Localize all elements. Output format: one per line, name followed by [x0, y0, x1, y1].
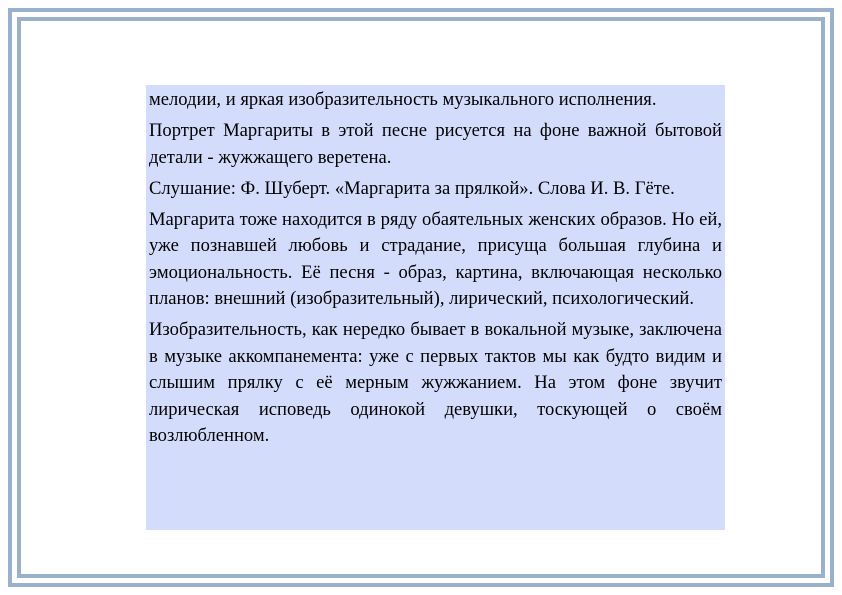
paragraph-melody: мелодии, и яркая изобразительность музыкального исполнения.	[149, 89, 657, 110]
paragraph-accompaniment: Изобразительность, как нередко бывает в вокальной музыке, заключена в музыке аккомпанемента: уже с первых тактов мы как будто видим и слышим прялку с её мерным жужжанием. На этом фоне звучит лирическая исповедь одинокой девушки, тоскующей о своём возлюбленном.	[149, 319, 722, 446]
text-block	[146, 85, 725, 530]
paragraph-portrait: Портрет Маргариты в этой песне рисуется на фоне важной бытовой детали - жужжащего веретена.	[149, 120, 722, 168]
paragraph-listening: Слушание: Ф. Шуберт. «Маргарита за прялкой». Слова И. В. Гёте.	[149, 177, 675, 199]
paragraph-margarita: Маргарита тоже находится в ряду обаятельных женских образов. Но ей, уже познавшей любовь и страдание, присуща большая глубина и эмоциональность. Её песня - образ, картина, включающая несколько планов: внешний (изобразительный), лирический, психологический.	[149, 208, 722, 309]
